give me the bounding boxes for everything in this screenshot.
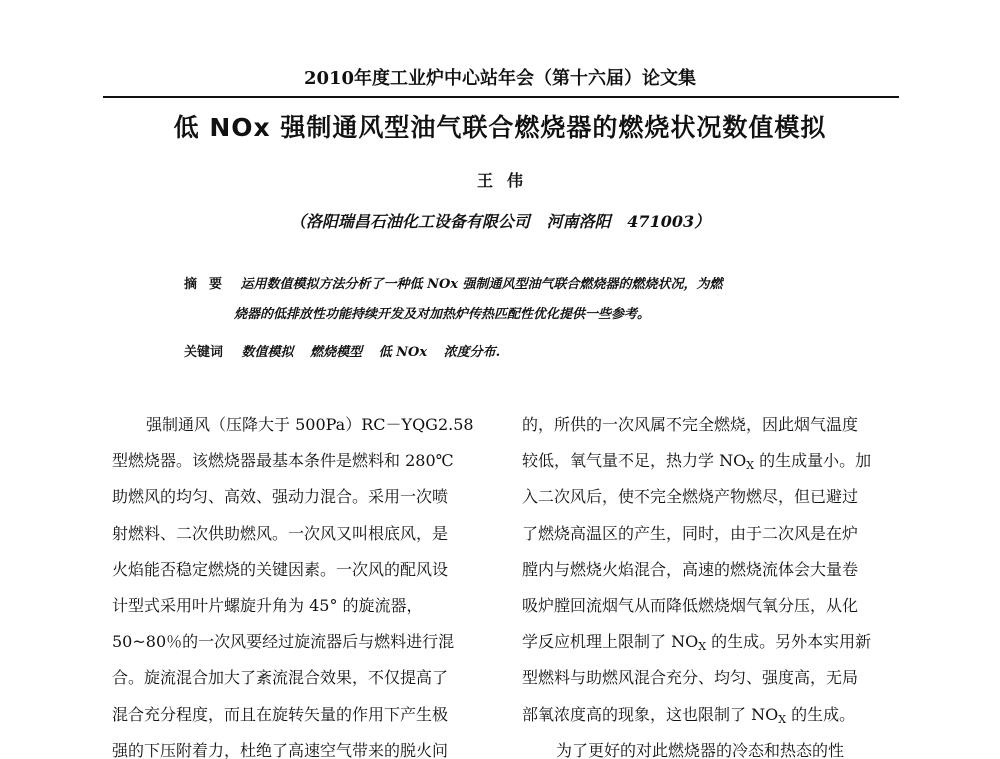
body-text: 的生成量小。加 — [754, 451, 872, 471]
keyword-item: 低 NOx — [378, 345, 428, 360]
abstract — [184, 270, 824, 330]
body-line — [522, 624, 900, 660]
nox-subscript: X — [746, 459, 755, 473]
body-column-right — [522, 407, 900, 759]
header-rule — [103, 96, 899, 98]
body-line: 射燃料、二次供助燃风。一次风又叫根底风，是 — [112, 523, 449, 543]
nox-subscript: X — [778, 712, 787, 726]
body-line: 了燃烧高温区的产生，同时，由于二次风是在炉 — [522, 523, 859, 543]
author-name: 王伟 — [476, 171, 537, 190]
body-column-left — [112, 407, 494, 759]
body-text: 部氧浓度高的现象，这也限制了 NO — [522, 704, 779, 724]
body-line: 助燃风的均匀、高效、强动力混合。采用一次喷 — [112, 487, 449, 507]
body-text: 较低，氧气量不足，热力学 NO — [522, 451, 747, 471]
body-line: 为了更好的对此燃烧器的冷态和热态的性 — [556, 740, 845, 759]
keywords — [184, 341, 824, 360]
body-text: 的生成。另外本实用新 — [706, 632, 872, 652]
body-line: 型燃烧器。该燃烧器最基本条件是燃料和 280℃ — [112, 451, 454, 471]
body-line: 计型式采用叶片螺旋升角为 45° 的旋流器， — [112, 595, 423, 615]
body-line — [522, 443, 900, 479]
body-line: 火焰能否稳定燃烧的关键因素。一次风的配风设 — [112, 559, 449, 579]
body-text: 的生成。 — [786, 704, 856, 724]
body-line: 入二次风后，使不完全燃烧产物燃尽，但已避过 — [522, 487, 859, 507]
keyword-item: 数值模拟 — [241, 345, 294, 360]
keyword-item: 浓度分布. — [443, 345, 501, 360]
abstract-label: 摘要 — [184, 277, 235, 292]
author-affiliation: （洛阳瑞昌石油化工设备有限公司 河南洛阳 471003） — [289, 212, 711, 231]
body-line: 吸炉膛回流烟气从而降低燃烧烟气氧分压，从化 — [522, 595, 859, 615]
body-line: 混合充分程度，而且在旋转矢量的作用下产生极 — [112, 704, 449, 724]
body-text: 学反应机理上限制了 NO — [522, 632, 699, 652]
keywords-label: 关键词 — [184, 345, 224, 360]
nox-subscript: X — [698, 640, 707, 654]
body-line: 型燃料与助燃风混合充分、均匀、强度高，无局 — [522, 668, 859, 688]
body-line: 强的下压附着力，杜绝了高速空气带来的脱火问 — [112, 740, 449, 759]
keyword-item: 燃烧模型 — [310, 345, 363, 360]
body-line — [522, 697, 900, 733]
body-line: 的，所供的一次风属不完全燃烧，因此烟气温度 — [522, 415, 859, 434]
body-line: 合。旋流混合加大了紊流混合效果，不仅提高了 — [112, 668, 449, 688]
running-header: 2010年度工业炉中心站年会（第十六届）论文集 — [303, 68, 697, 89]
body-line: 膛内与燃烧火焰混合，高速的燃烧流体会大量卷 — [522, 559, 859, 579]
abstract-text-line-1: 运用数值模拟方法分析了一种低 NOx 强制通风型油气联合燃烧器的燃烧状况，为燃 — [240, 277, 723, 292]
body-line: 强制通风（压降大于 500Pa）RC－YQG2.58 — [146, 415, 474, 434]
body-line: 50~80％的一次风要经过旋流器后与燃料进行混 — [112, 632, 455, 652]
abstract-text-line-2: 烧器的低排放性功能持续开发及对加热炉传热匹配性优化提供一些参考。 — [234, 307, 651, 322]
paper-title: 低 NOx 强制通风型油气联合燃烧器的燃烧状况数值模拟 — [173, 113, 827, 142]
